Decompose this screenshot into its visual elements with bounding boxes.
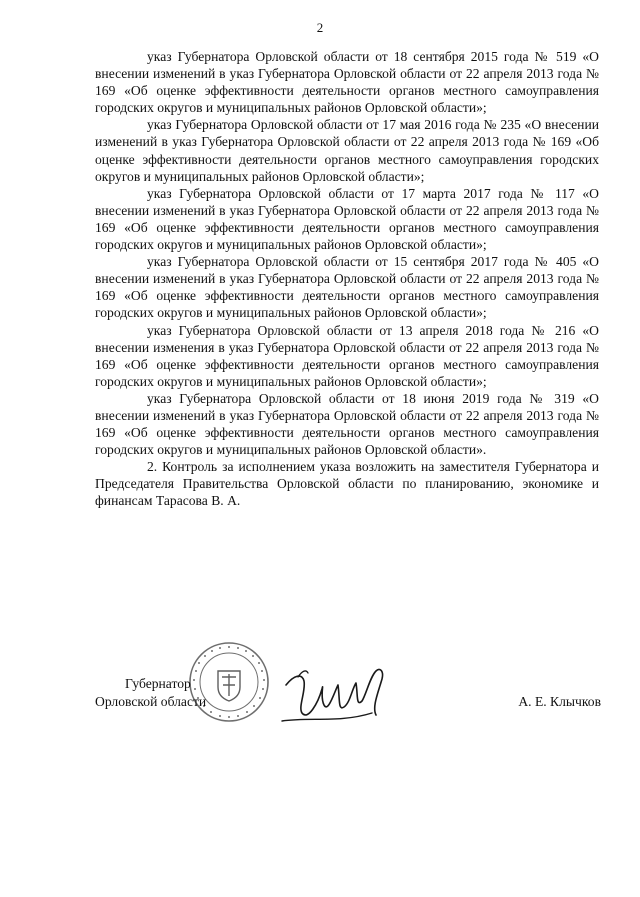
paragraph-decree-2017-march: указ Губернатора Орловской области от 17 марта 2017 года № 117 «О внесении изменений в указ Губернатора Орловской области от 22 апреля 2013 года № 169 «Об оценке эффективности деятельности органов местного самоуправления городских округов и муниципальных районов Орловской области»; <box>95 185 599 253</box>
paragraph-decree-2019: указ Губернатора Орловской области от 18 июня 2019 года № 319 «О внесении изменений в указ Губернатора Орловской области от 22 апреля 2013 года № 169 «Об оценке эффективности деятельности органов местного самоуправления городских округов и муниципальных районов Орловской области». <box>95 390 599 458</box>
paragraph-decree-2018: указ Губернатора Орловской области от 13 апреля 2018 года № 216 «О внесении изменения в указ Губернатора Орловской области от 22 апреля 2013 года № 169 «Об оценке эффективности деятельности органов местного самоуправления городских округов и муниципальных районов Орловской области»; <box>95 322 599 389</box>
paragraph-decree-2015: указ Губернатора Орловской области от 18 сентября 2015 года № 519 «О внесении изменений в указ Губернатора Орловской области от 22 апреля 2013 года № 169 «Об оценке эффективности деятельности органов местного самоуправления городских округов и муниципальных районов Орловской области»; <box>95 49 599 116</box>
paragraph-decree-2017-september: указ Губернатора Орловской области от 15 сентября 2017 года № 405 «О внесении изменений в указ Губернатора Орловской области от 22 апреля 2013 года № 169 «Об оценке эффективности деятельности органов местного самоуправления городских округов и муниципальных районов Орловской области»; <box>95 254 599 321</box>
document-body <box>95 48 599 510</box>
handwritten-signature-icon <box>280 663 392 733</box>
signatory-name: А. Е. Клычков <box>518 694 601 709</box>
paragraph-decree-2016: указ Губернатора Орловской области от 17 мая 2016 года № 235 «О внесении изменений в указ Губернатора Орловской области от 22 апреля 2013 года № 169 «Об оценке эффективности деятельности органов местного самоуправления городских округов и муниципальных районов Орловской области»; <box>95 117 599 184</box>
paragraph-control-clause: 2. Контроль за исполнением указа возложить на заместителя Губернатора и Председателя Правительства Орловской области по планированию, экономике и финансам Тарасова В. А. <box>95 459 599 509</box>
signatory-title-line-2: Орловской области <box>95 694 207 709</box>
signatory-title-line-1: Губернатор <box>125 676 191 691</box>
page-number: 2 <box>316 20 324 35</box>
